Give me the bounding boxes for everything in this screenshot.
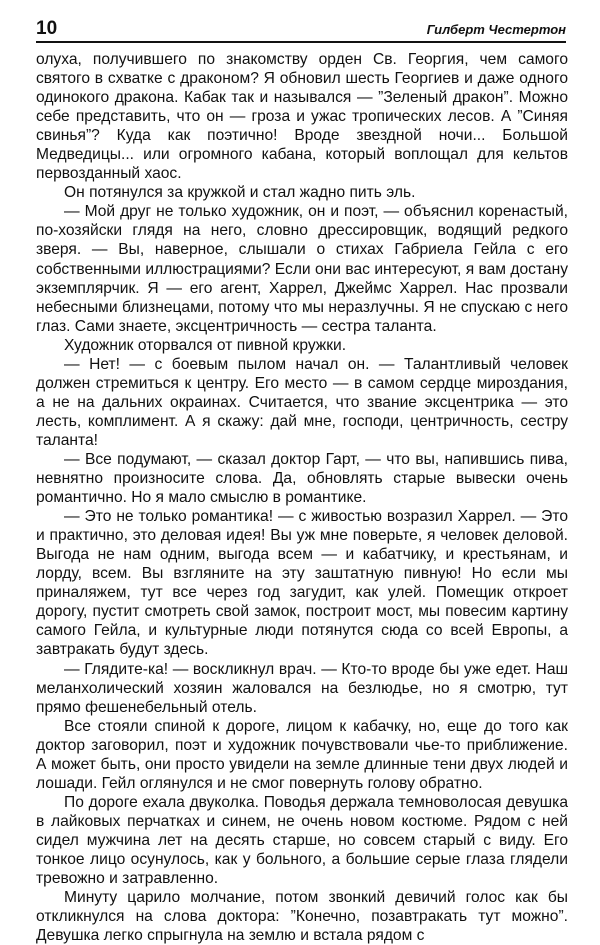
running-head-author: Гилберт Честертон — [426, 22, 566, 37]
paragraph: — Нет! — с боевым пылом начал он. — Талантливый человек должен стремиться к центру. Его место — в самом сердце мироздания, а не на дальних окраинах. Считается, что звание эксцентрика — это лесть, комплимент. А я скажу: дай мне, господи, центричность, сестру таланта! — [36, 355, 568, 449]
paragraph: — Глядите-ка! — воскликнул врач. — Кто-то вроде бы уже едет. Наш меланхолический хозяин жаловался на безлюдье, но я смотрю, тут прямо фешенебельный отель. — [36, 660, 568, 716]
paragraph: Он потянулся за кружкой и стал жадно пить эль. — [64, 184, 416, 202]
paragraph: — Мой друг не только художник, он и поэт, — объяснил коренастый, по-хозяйски глядя на него, словно дрессировщик, водящий редкого зверя. — Вы, наверное, слышали о стихах Габриела Гейла с его собственными иллюстрациями? Если они вас интересуют, я вам достану экземплярчик. Я — его агент, Харрел, Джеймс Харрел. Нас прозвали небесными близнецами, потому что мы неразлучны. Я не спускаю с него глаз. Сами знаете, эксцентричность — сестра таланта. — [36, 203, 568, 335]
paragraph: Художник оторвался от пивной кружки. — [64, 336, 347, 354]
paragraph: Все стояли спиной к дороге, лицом к кабачку, но, еще до того как доктор заговорил, поэт и художник почувствовали чье-то приближение. А может быть, они просто увидели на земле длинные тени двух людей и лошади. Гейл оглянулся и не смог повернуть голову обратно. — [36, 717, 568, 792]
paragraph: — Это не только романтика! — с живостью возразил Харрел. — Это и практично, это деловая идея! Вы уж мне поверьте, я человек деловой. Выгода не нам одним, выгода всем — и кабатчику, и крестьянам, и лорду, всем. Вы взгляните на эту заштатную пивную! Но если мы приналяжем, тут все через год загудит, как улей. Помещик откроет дорогу, пустит смотреть свой замок, построит мост, мы повесим картину самого Гейла, и культурные люди потянутся сюда со всей Европы, а завтракать будут здесь. — [36, 508, 568, 659]
page-number: 10 — [36, 18, 58, 39]
paragraph: Минуту царило молчание, потом звонкий девичий голос как бы откликнулся на слова доктора: ”Конечно, позавтракать тут можно”. Девушка легко спрыгнула на землю и встала рядом с — [36, 889, 568, 945]
paragraph: — Все подумают, — сказал доктор Гарт, — что вы, напившись пива, невнятно произносите слова. Да, обновлять старые вывески очень романтично. Но я мало смыслю в романтике. — [36, 450, 568, 507]
body-text — [36, 50, 568, 945]
paragraph: По дороге ехала двуколка. Поводья держала темноволосая девушка в лайковых перчатках и синем, не очень новом костюме. Рядом с ней сидел мужчина лет на десять старше, но совсем старый с виду. Его тонкое лицо осунулось, как у больного, а большие серые глаза глядели тревожно и затравленно. — [36, 793, 568, 888]
page-header — [36, 18, 566, 44]
header-rule — [36, 41, 566, 43]
paragraph: олуха, получившего по знакомству орден Св. Георгия, чем самого святого в схватке с драконом? Я обновил шесть Георгиев и даже одного одинокого дракона. Кабак так и назывался — ”Зеленый дракон”. Можно себе представить, что он — гроза и ужас тропических лесов. А ”Синяя свинья”? Куда как поэтично! Вроде звездной ночи... Большой Медведицы... или огромного кабана, который воплощал для кельтов первозданный хаос. — [36, 51, 568, 183]
